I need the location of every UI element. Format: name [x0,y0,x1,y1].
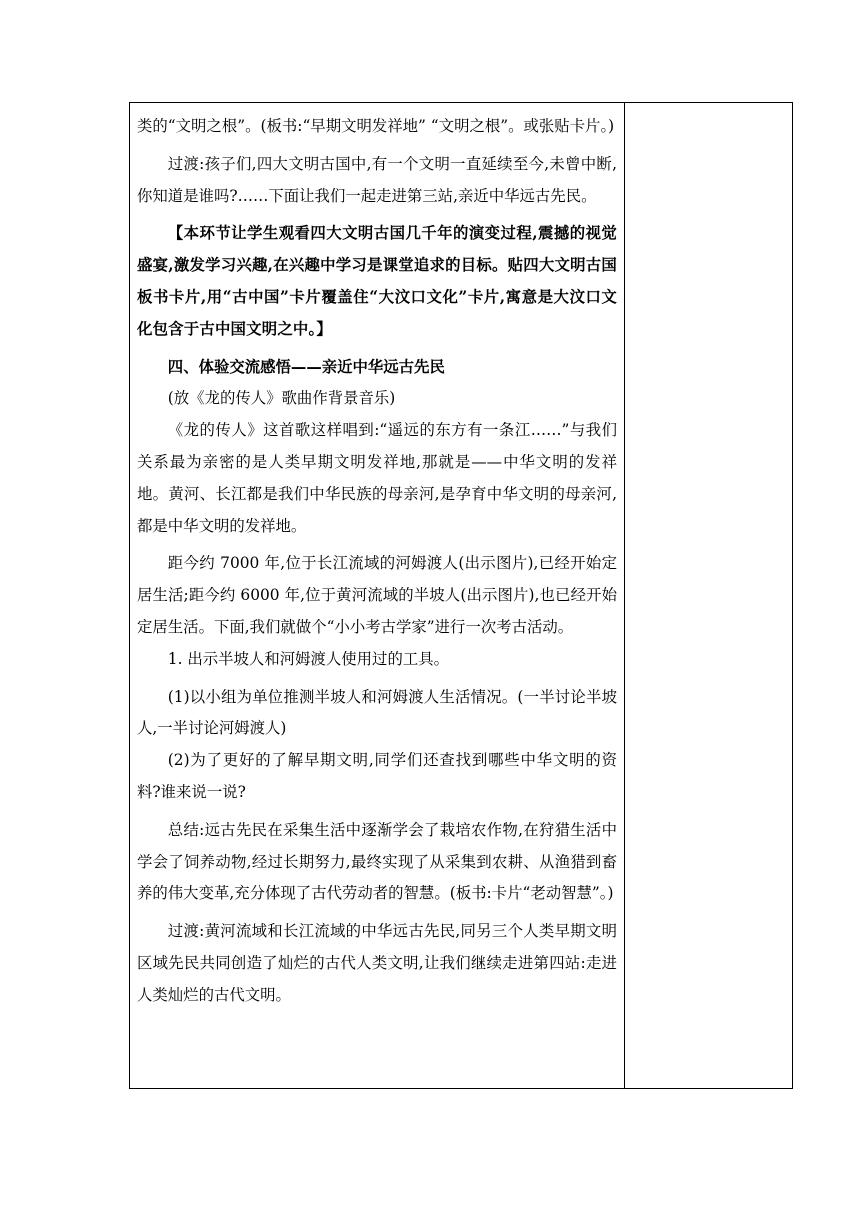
section-heading: 四、体验交流感悟——亲近中华远古先民 [167,357,445,376]
design-note-paragraph: 【本环节让学生观看四大文明古国几千年的演变过程,震撼的视觉盛宴,激发学习兴趣,在兴趣中学习是课堂追求的目标。贴四大文明古国板书卡片,用“古中国”卡片覆盖住“大汶口文化”卡片,寓意是大汶口文化包含于古中国文明之中。】 [137,224,617,338]
activity-substep-1: (1)以小组为单位推测半坡人和河姆渡人生活情况。(一半讨论半坡人,一半讨论河姆渡人) [137,687,617,738]
settlement-paragraph: 距今约 7000 年,位于长江流域的河姆渡人(出示图片),已经开始定居生活;距今约 6000 年,位于黄河流域的半坡人(出示图片),也已经开始定居生活。下面,我们就做个“小小考古学家”进行一次考古活动。 [137,554,617,636]
song-paragraph: 《龙的传人》这首歌这样唱到:“遥远的东方有一条江……”与我们关系最为亲密的是人类早期文明发祥地,那就是——中华文明的发祥地。黄河、长江都是我们中华民族的母亲河,是孕育中华文明的母亲河,都是中华文明的发祥地。 [137,421,617,535]
activity-substep-2: (2)为了更好的了解早期文明,同学们还查找到哪些中华文明的资料?谁来说一说? [137,751,617,801]
final-transition-paragraph: 过渡:黄河流域和长江流域的中华远古先民,同另三个人类早期文明区域先民共同创造了灿烂的古代人类文明,让我们继续走进第四站:走进人类灿烂的古代文明。 [137,922,617,1004]
summary-paragraph: 总结:远古先民在采集生活中逐渐学会了栽培农作物,在狩猎生活中学会了饲养动物,经过长期努力,最终实现了从采集到农耕、从渔猎到畜养的伟大变革,充分体现了古代劳动者的智慧。(板书:卡片“老动智慧”。) [137,820,617,903]
board-note-paragraph: 类的“文明之根”。(板书:“早期文明发祥地” “文明之根”。或张贴卡片。) [137,117,615,135]
lesson-content-cell [137,111,617,1012]
music-note-paragraph: (放《龙的传人》歌曲作背景音乐) [167,389,396,408]
notes-cell [625,103,792,1088]
transition-paragraph: 过渡:孩子们,四大文明古国中,有一个文明一直延续至今,未曾中断,你知道是谁吗?……下面让我们一起走进第三站,亲近中华远古先民。 [137,154,617,205]
activity-step-1: 1. 出示半坡人和河姆渡人使用过的工具。 [167,649,450,668]
lesson-plan-table [129,102,793,1089]
